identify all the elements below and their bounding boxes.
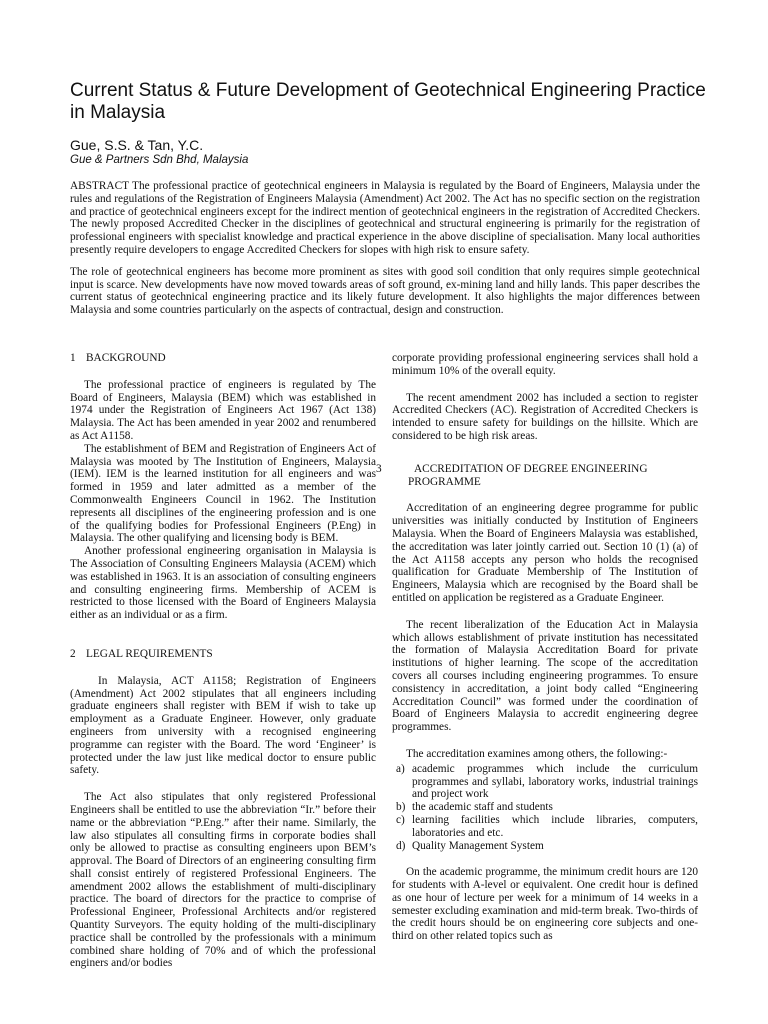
list-marker: d) <box>396 839 406 852</box>
list-marker: a) <box>396 762 405 775</box>
list-item-text: Quality Management System <box>412 839 544 852</box>
body-paragraph: The recent amendment 2002 has included a section to register Accredited Checkers (AC). Registration of Accredited Checkers is intended to ensure safety for buildings on the hillsite. Which are considered to be high risk areas. <box>392 391 698 442</box>
section-heading-legal <box>70 648 376 661</box>
paper-authors: Gue, S.S. & Tan, Y.C. <box>70 137 204 153</box>
body-paragraph: Accreditation of an engineering degree programme for public universities was initially conducted by Institution of Engineers Malaysia. When the Board of Engineers Malaysia was established, the accreditation was later jointly carried out. Section 10 (1) (a) of the Act A1158 accepts any person who holds the recognised qualification for Graduate Membership of The Institution of Engineers, Malaysia which are recognised by the Board shall be entitled on application be registered as a Graduate Engineer. <box>392 502 698 604</box>
list-intro: The accreditation examines among others, the following:- <box>406 747 668 760</box>
section-number: 3 <box>376 462 382 475</box>
section-number: 2 <box>70 647 76 660</box>
body-paragraph: The professional practice of engineers is regulated by The Board of Engineers, Malaysia (BEM) which was established in 1974 under the Registration of Engineers Act 1967 (Act 138) Malaysia. The Act has been amended in year 2002 and renumbered as Act A1158. <box>70 378 376 442</box>
section-title: LEGAL REQUIREMENTS <box>86 647 213 660</box>
body-paragraph: In Malaysia, ACT A1158; Registration of Engineers (Amendment) Act 2002 stipulates that all engineers including graduate engineers shall register with BEM if wish to take up employment as a Graduate Engineer. However, only graduate engineers from university with a recognised engineering programme can register with the Board. The word ‘Engineer’ is protected under the law just like medical doctor to ensure public safety. <box>70 674 376 777</box>
list-item <box>392 814 698 840</box>
body-paragraph: On the academic programme, the minimum credit hours are 120 for students with A-level or equivalent. One credit hour is defined as one hour of lecture per week for a minimum of 14 weeks in a semester excluding examination and mid-term break. Two-thirds of the credit hours should be on engineering core subjects and one-third on other related topics such as <box>392 866 698 943</box>
list-item-text: learning facilities which include libraries, computers, laboratories and etc. <box>412 813 698 839</box>
list-item <box>392 801 698 814</box>
abstract-paragraph: ABSTRACT The professional practice of geotechnical engineers in Malaysia is regulated by the Board of Engineers, Malaysia under the rules and regulations of the Registration of Engineers Malaysia (Amendment) Act 2002. The Act has no specific section on the registration and practice of geotechnical engineers except for the indirect mention of geotechnical engineers in the registration of Accredited Checkers. The newly proposed Accredited Checker in the disciplines of geotechnical and structural engineering is primarily for the registration of professional engineers with specialist knowledge and practical experience in the above discipline of specialisation. Many local authorities presently require developers to engage Accredited Checkers for slopes with high risk to ensure safety. <box>70 180 700 256</box>
section-title: BACKGROUND <box>86 352 166 364</box>
body-paragraph: The establishment of BEM and Registration of Engineers Act of Malaysia was mooted by The Institution of Engineers, Malaysia (IEM). IEM is the learned institution for all engineers and was formed in 1959 and later admitted as a member of the Commonwealth Engineers Council in 1962. The Institution represents all disciplines of the engineering profession and is one of the qualifying bodies for Professional Engineers (P.Eng) in Malaysia. The other qualifying and licensing body is BEM. <box>70 442 376 545</box>
list-item-text: academic programmes which include the curriculum programmes and syllabi, laboratory works, industrial trainings and project work <box>412 762 698 801</box>
abstract-paragraph: The role of geotechnical engineers has become more prominent as sites with good soil condition that only requires simple geotechnical input is scarce. New developments have now moved towards areas of soft ground, ex-mining land and hilly lands. This paper describes the current status of geotechnical engineering practice and its likely future development. It also highlights the major differences between Malaysia and some countries particularly on the aspects of contractual, design and construction. <box>70 265 700 317</box>
section-heading-accreditation <box>376 462 698 489</box>
body-paragraph: Another professional engineering organisation in Malaysia is The Association of Consulting Engineers Malaysia (ACEM) which was established in 1963. It is an association of consulting engineers and consulting engineering firms. Membership of ACEM is restricted to those licensed with the Board of Engineers Malaysia either as an individual or as a firm. <box>70 545 376 622</box>
section-title: ACCREDITATION OF DEGREE ENGINEERING PROGRAMME <box>408 462 648 488</box>
body-paragraph: The recent liberalization of the Education Act in Malaysia which allows establishment of private institution has necessitated the formation of Malaysia Accreditation Board for private institutions of higher learning. The scope of the accreditation covers all courses including engineering programmes. To ensure consistency in accreditation, a joint body called “Engineering Accreditation Council” was formed under the coordination of Board of Engineers Malaysia to accredit engineering degree programmes. <box>392 618 698 734</box>
abstract <box>70 180 700 326</box>
left-column <box>70 352 376 970</box>
list-item <box>392 763 698 801</box>
body-paragraph: corporate providing professional engineering services shall hold a minimum 10% of the overall equity. <box>392 352 698 377</box>
accreditation-list <box>392 763 698 853</box>
list-marker: c) <box>396 813 405 826</box>
paper-title: Current Status & Future Development of Geotechnical Engineering Practice in Malaysia <box>70 80 706 123</box>
paper-affiliation: Gue & Partners Sdn Bhd, Malaysia <box>70 154 249 166</box>
list-item-text: the academic staff and students <box>412 801 553 814</box>
list-item <box>392 840 698 853</box>
list-marker: b) <box>396 801 406 814</box>
section-heading-background <box>70 352 376 365</box>
right-column <box>376 352 698 943</box>
section-number: 1 <box>70 352 76 364</box>
body-paragraph: The Act also stipulates that only registered Professional Engineers shall be entitled to use the abbreviation “Ir.” before their name or the abbreviation “P.Eng.” after their name. Similarly, the law also stipulates all consulting firms in corporate bodies shall only be allowed to practise as consulting engineers upon BEM’s approval. The Board of Directors of an engineering consulting firm shall consist entirely of registered Professional Engineers. The amendment 2002 allows the establishment of multi-disciplinary practice. The board of directors for the practice to comprise of Professional Engineer, Professional Architects and/or registered Quantity Surveyors. The equity holding of the multi-disciplinary practice shall be controlled by the professionals with a minimum combined share holding of 70% and of which the professional enginers and/or bodies <box>70 791 376 970</box>
